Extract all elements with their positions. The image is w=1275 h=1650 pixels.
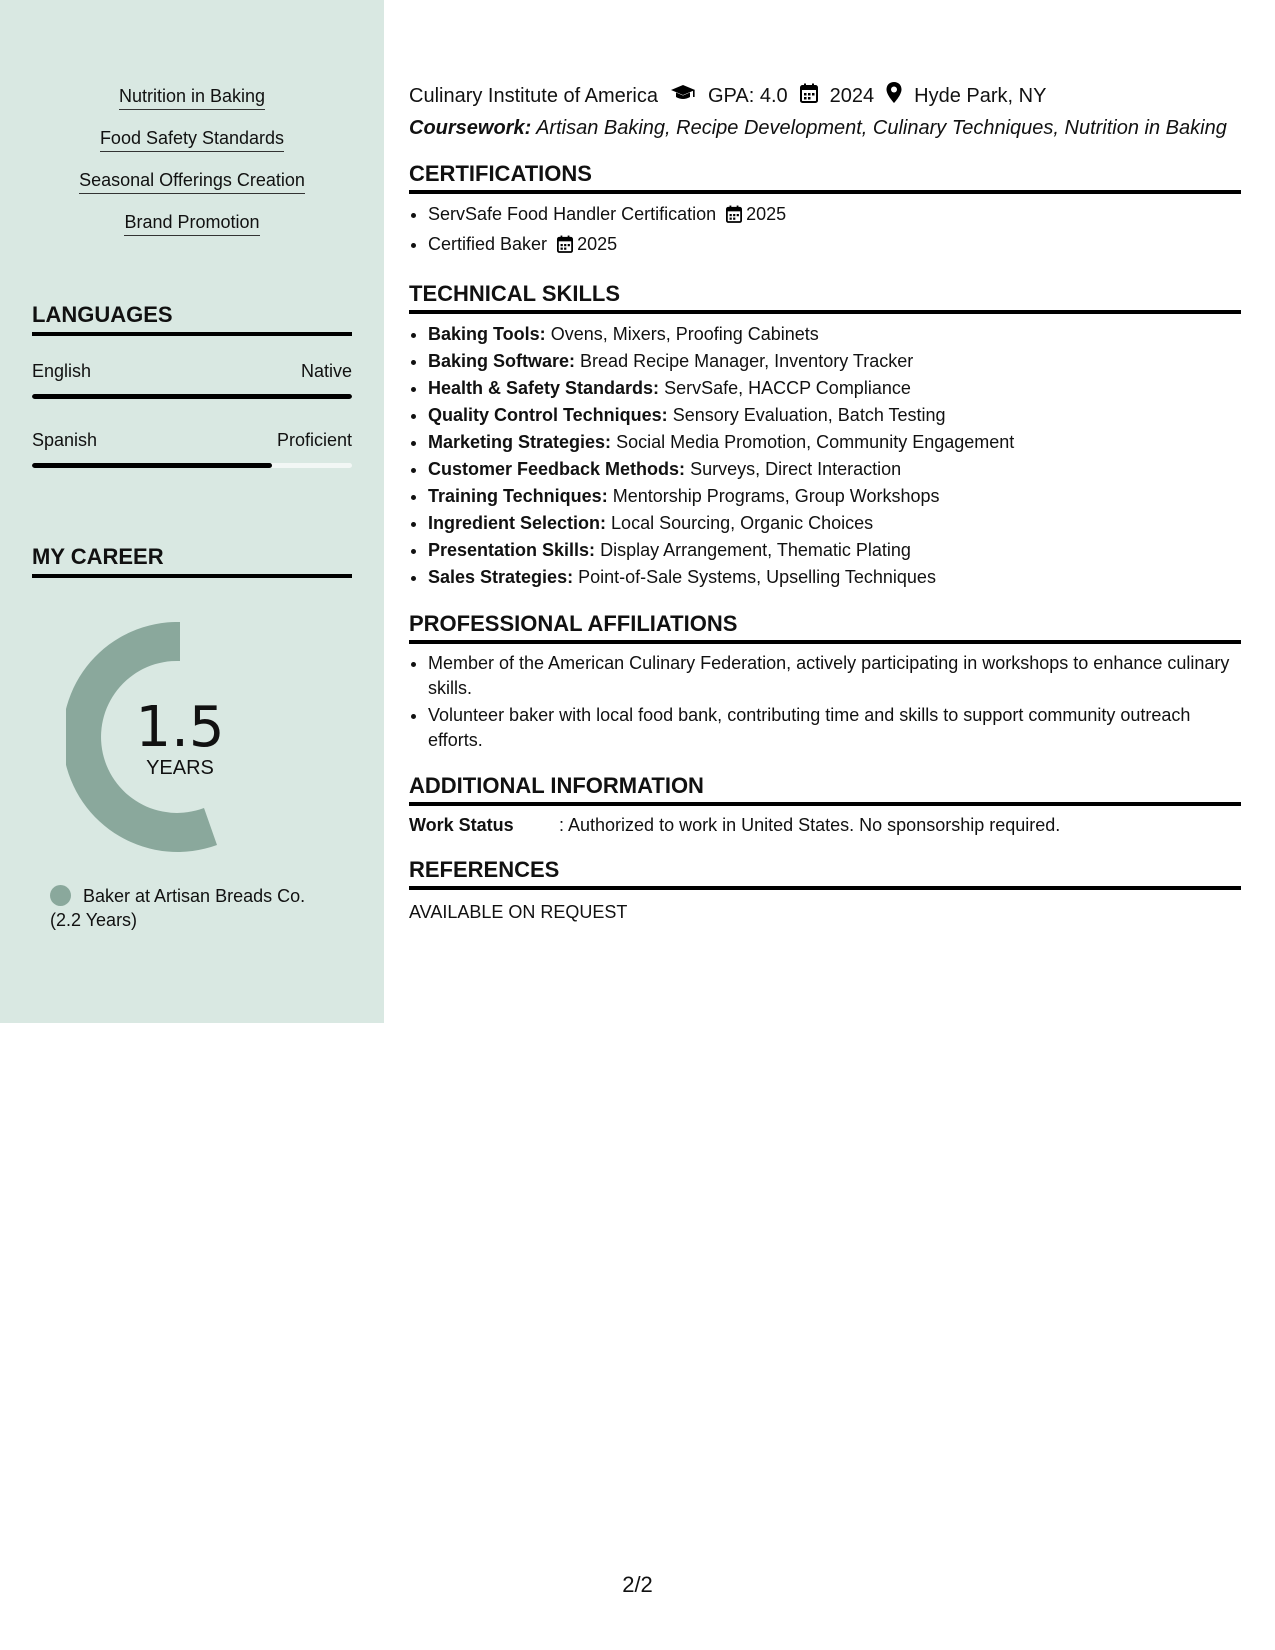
- list-item: [428, 429, 1241, 456]
- skill-label: Training Techniques:: [428, 486, 608, 506]
- list-item: [428, 537, 1241, 564]
- school-location: Hyde Park, NY: [914, 85, 1047, 107]
- technical-skills-heading: TECHNICAL SKILLS: [409, 281, 1241, 314]
- skill-value: Display Arrangement, Thematic Plating: [600, 540, 911, 560]
- skill-value: Surveys, Direct Interaction: [690, 459, 902, 479]
- language-english: [32, 360, 352, 399]
- calendar-icon: [726, 204, 742, 231]
- skill-label: Quality Control Techniques:: [428, 405, 668, 425]
- list-item: [428, 402, 1241, 429]
- education-line: [409, 82, 1241, 110]
- main-content: [409, 82, 1241, 924]
- work-status-label: Work Status: [409, 815, 514, 835]
- skill-value: Local Sourcing, Organic Choices: [611, 513, 874, 533]
- skill-value: Ovens, Mixers, Proofing Cabinets: [550, 324, 819, 344]
- languages-heading: LANGUAGES: [32, 302, 352, 336]
- list-item: [428, 375, 1241, 402]
- skill-label: Customer Feedback Methods:: [428, 459, 686, 479]
- skill-value: Bread Recipe Manager, Inventory Tracker: [580, 351, 914, 371]
- list-item: [428, 321, 1241, 348]
- career-legend-label: Baker at Artisan Breads Co. (2.2 Years): [50, 886, 306, 930]
- career-total-value: 1.5: [135, 695, 225, 760]
- additional-info-heading: ADDITIONAL INFORMATION: [409, 773, 1241, 806]
- list-item: [428, 483, 1241, 510]
- skill-tag: Food Safety Standards: [100, 128, 284, 152]
- list-item: • Volunteer baker with local food bank, contributing time and skills to support community outreach efforts.: [428, 703, 1241, 753]
- skill-value: Social Media Promotion, Community Engagement: [616, 432, 1015, 452]
- coursework: [409, 115, 1241, 141]
- work-status-value: : Authorized to work in United States. No sponsorship required.: [559, 815, 1061, 835]
- calendar-icon: [800, 83, 818, 110]
- school-name: Culinary Institute of America: [409, 85, 658, 107]
- certification-name: Certified Baker: [428, 234, 548, 254]
- skill-label: Ingredient Selection:: [428, 513, 607, 533]
- certification-year: 2025: [746, 204, 787, 224]
- skill-value: Sensory Evaluation, Batch Testing: [672, 405, 946, 425]
- coursework-list: Artisan Baking, Recipe Development, Culinary Techniques, Nutrition in Baking: [536, 117, 1227, 139]
- language-spanish: [32, 429, 352, 468]
- graduation-year: 2024: [829, 85, 875, 107]
- language-bar-fill: [32, 394, 352, 399]
- technical-skills-list: [409, 321, 1241, 591]
- skill-label: Baking Software:: [428, 351, 576, 371]
- list-item: [428, 201, 1241, 231]
- skill-value: Mentorship Programs, Group Workshops: [612, 486, 940, 506]
- list-item: [428, 348, 1241, 375]
- certification-year: 2025: [577, 234, 618, 254]
- coursework-label: Coursework:: [409, 117, 532, 139]
- certifications-list: [409, 201, 1241, 261]
- skill-tag: Seasonal Offerings Creation: [79, 170, 305, 194]
- skill-label: Presentation Skills:: [428, 540, 596, 560]
- affiliations-heading: PROFESSIONAL AFFILIATIONS: [409, 611, 1241, 644]
- skill-value: Point-of-Sale Systems, Upselling Techniques: [578, 567, 936, 587]
- language-name: English: [32, 361, 92, 381]
- language-bar: [32, 463, 352, 468]
- gpa: GPA: 4.0: [708, 85, 788, 107]
- references-heading: REFERENCES: [409, 857, 1241, 890]
- list-item: [428, 231, 1241, 261]
- references-text: AVAILABLE ON REQUEST: [409, 902, 628, 922]
- calendar-icon: [557, 234, 573, 261]
- skill-label: Baking Tools:: [428, 324, 546, 344]
- work-status-row: [409, 813, 1241, 837]
- list-item: [428, 456, 1241, 483]
- legend-dot-icon: [50, 885, 71, 906]
- skill-tags: [0, 86, 384, 254]
- language-bar-fill: [32, 463, 272, 468]
- list-item: • Member of the American Culinary Federation, actively participating in workshops to enhance culinary skills.: [428, 651, 1241, 701]
- affiliations-list: [409, 651, 1241, 753]
- certification-name: ServSafe Food Handler Certification: [428, 204, 717, 224]
- graduation-cap-icon: [670, 83, 696, 109]
- list-item: [428, 564, 1241, 591]
- skill-tag: Brand Promotion: [124, 212, 259, 236]
- certifications-heading: CERTIFICATIONS: [409, 161, 1241, 194]
- career-legend-item: [50, 884, 340, 932]
- language-bar: [32, 394, 352, 399]
- skill-label: Marketing Strategies:: [428, 432, 612, 452]
- language-name: Spanish: [32, 430, 98, 450]
- language-level: Proficient: [276, 430, 352, 450]
- sidebar: [0, 0, 384, 1023]
- page-number: 2/2: [622, 1572, 653, 1597]
- skill-label: Sales Strategies:: [428, 567, 574, 587]
- map-pin-icon: [886, 82, 902, 110]
- list-item: [428, 510, 1241, 537]
- career-total-unit: YEARS: [146, 757, 214, 779]
- skill-label: Health & Safety Standards:: [428, 378, 660, 398]
- skill-value: ServSafe, HACCP Compliance: [664, 378, 911, 398]
- skill-tag: Nutrition in Baking: [119, 86, 265, 110]
- language-level: Native: [300, 361, 352, 381]
- career-heading: MY CAREER: [32, 544, 352, 578]
